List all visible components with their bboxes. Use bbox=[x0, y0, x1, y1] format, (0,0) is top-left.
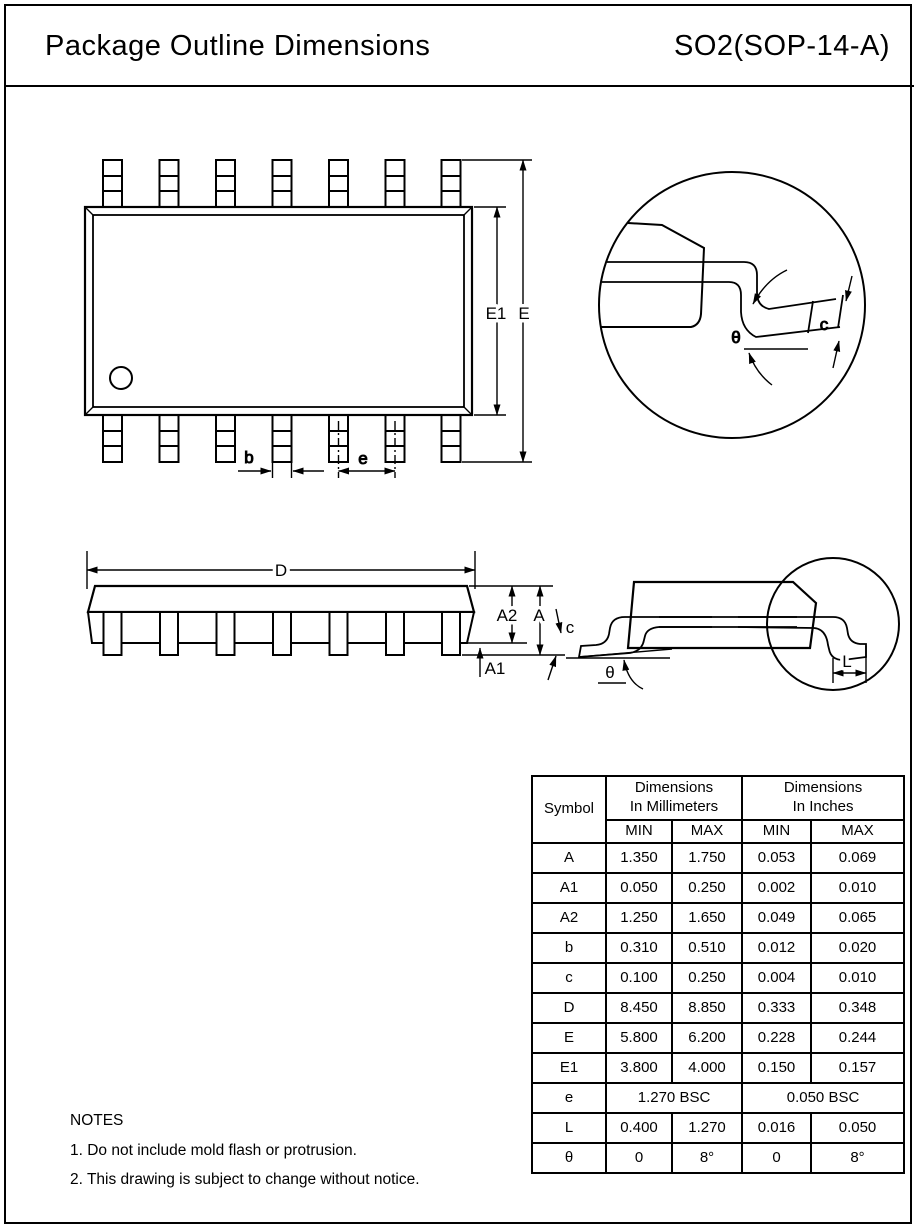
end-view bbox=[548, 558, 899, 690]
col-header-in-max: MAX bbox=[811, 820, 904, 843]
col-header-mm-min: MIN bbox=[606, 820, 672, 843]
dim-label-c-detail: c bbox=[819, 315, 829, 334]
dim-theta-detail bbox=[744, 270, 808, 385]
notes-section bbox=[70, 1112, 420, 1200]
top-view bbox=[85, 160, 532, 478]
page-title: Package Outline Dimensions bbox=[45, 30, 431, 62]
dim-label-b: b bbox=[244, 448, 254, 467]
lead-detail-view bbox=[599, 172, 865, 438]
lead-top-surface bbox=[607, 262, 836, 309]
table-row: c 0.100 0.250 0.004 0.010 bbox=[532, 963, 904, 993]
side-view bbox=[87, 551, 565, 678]
bottom-pins bbox=[103, 415, 461, 462]
dim-theta-side bbox=[566, 649, 672, 689]
dim-c-detail bbox=[833, 276, 852, 368]
col-header-in-min: MIN bbox=[742, 820, 811, 843]
notes-title: NOTES bbox=[70, 1112, 124, 1129]
dim-label-e: e bbox=[358, 449, 368, 468]
detail-circle bbox=[599, 172, 865, 438]
package-name: SO2(SOP-14-A) bbox=[674, 30, 890, 62]
dim-label-theta-side: θ bbox=[605, 663, 615, 682]
foot-toe-line bbox=[838, 295, 843, 328]
dim-label-L: L bbox=[842, 652, 852, 671]
dim-label-A1: A1 bbox=[484, 659, 506, 678]
dim-label-A2: A2 bbox=[496, 606, 518, 625]
table-row: A2 1.250 1.650 0.049 0.065 bbox=[532, 903, 904, 933]
note-item: 2. This drawing is subject to change without notice. bbox=[70, 1171, 420, 1188]
col-header-symbol: Symbol bbox=[532, 776, 606, 843]
table-row: A 1.350 1.750 0.053 0.069 bbox=[532, 843, 904, 873]
dim-label-A: A bbox=[533, 606, 545, 625]
note-item: 1. Do not include mold flash or protrusion. bbox=[70, 1142, 357, 1159]
col-header-in: Dimensions In Inches bbox=[742, 776, 904, 820]
end-body bbox=[628, 582, 816, 648]
top-pins bbox=[103, 160, 461, 207]
foot-section-line bbox=[808, 301, 813, 333]
table-row: L 0.400 1.270 0.016 0.050 bbox=[532, 1113, 904, 1143]
dim-c-side bbox=[548, 609, 561, 680]
dim-label-E: E bbox=[518, 304, 530, 323]
col-header-mm: Dimensions In Millimeters bbox=[606, 776, 742, 820]
dim-A2-A bbox=[462, 586, 565, 677]
table-row: b 0.310 0.510 0.012 0.020 bbox=[532, 933, 904, 963]
dim-label-E1: E1 bbox=[485, 304, 507, 323]
body-top-slab bbox=[88, 586, 474, 612]
lead-bottom-surface bbox=[602, 282, 840, 337]
table-row-bsc: e 1.270 BSC 0.050 BSC bbox=[532, 1083, 904, 1113]
table-row: E1 3.800 4.000 0.150 0.157 bbox=[532, 1053, 904, 1083]
dim-label-theta-detail: θ bbox=[731, 328, 741, 347]
dim-label-D: D bbox=[274, 561, 288, 580]
table-row: E 5.800 6.200 0.228 0.244 bbox=[532, 1023, 904, 1053]
col-header-mm-max: MAX bbox=[672, 820, 742, 843]
table-row: D 8.450 8.850 0.333 0.348 bbox=[532, 993, 904, 1023]
dim-label-c-side: c bbox=[565, 618, 575, 637]
body-outline bbox=[85, 207, 472, 415]
table-row: θ 0 8° 0 8° bbox=[532, 1143, 904, 1173]
dimensions-table bbox=[531, 775, 905, 1174]
table-row: A1 0.050 0.250 0.002 0.010 bbox=[532, 873, 904, 903]
